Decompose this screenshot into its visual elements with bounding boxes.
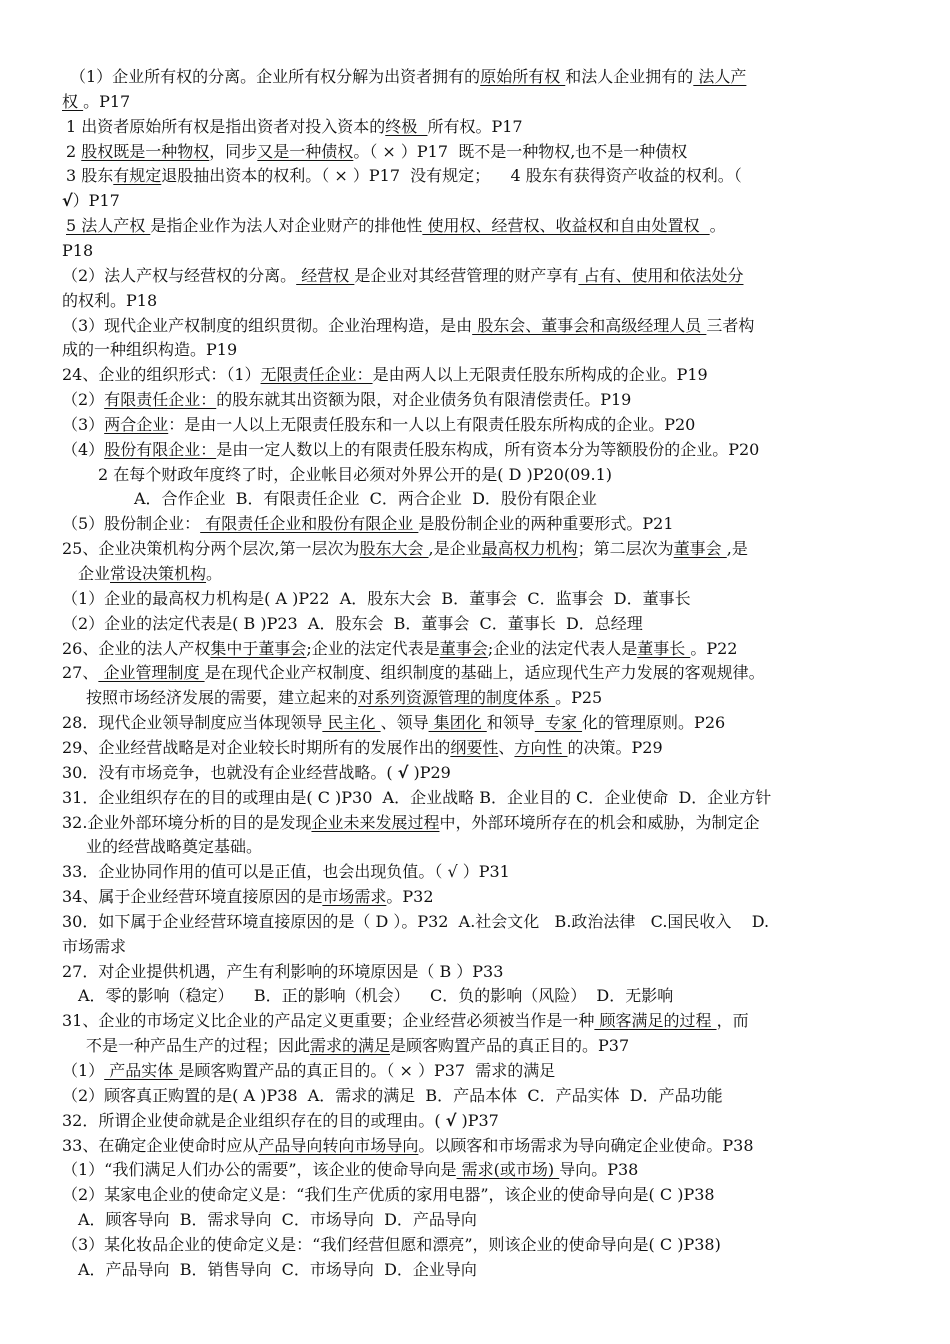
text-segment: （3）某化妆品企业的使命定义是：“我们经营但愿和漂亮”，则该企业的使命导向是( C )P38) (62, 1234, 721, 1254)
text-segment: 。P22 (690, 638, 738, 658)
text-segment: 企业 (78, 564, 111, 583)
text-line (62, 1008, 902, 1033)
answer-blank: 两合企业 (104, 414, 169, 434)
text-segment: 成的一种组织构造。P19 (62, 340, 238, 360)
text-segment: 。 (206, 564, 223, 583)
text-line (62, 139, 906, 164)
text-segment: 。 (709, 216, 726, 236)
answer-blank: 股权既是一种物权 (81, 141, 210, 161)
text-segment: （1）企业的最高权力机构是( A )P22 A．股东大会 B．董事会 C．监事会 D．董事长 (62, 588, 691, 608)
answer-blank: 企业未来发展过程 (311, 812, 440, 832)
text-segment: 24、企业的组织形式：（1） (62, 365, 261, 385)
text-line (62, 387, 902, 412)
answer-blank: 终极 (385, 116, 428, 136)
answer-blank: 经营权 (296, 265, 355, 285)
answer-blank: 有限责任企业： (104, 390, 217, 410)
text-segment: 27、 (62, 663, 99, 683)
text-segment: ）P17 (72, 191, 120, 211)
text-segment: A．合作企业 B．有限责任企业 C．两合企业 D．股份有限企业 (134, 489, 597, 509)
text-segment: 29、企业经营战略是对企业较长时期所有的发展作出的 (62, 737, 451, 757)
answer-blank: 最高权力机构 (481, 539, 578, 559)
check-mark: √ (397, 762, 409, 782)
text-segment: 。P25 (555, 688, 603, 708)
text-segment: )P29 (408, 762, 451, 782)
text-line (62, 163, 906, 188)
answer-blank: 又是一种债权 (257, 141, 354, 161)
answer-blank: 占有、使用和依法处分 (578, 265, 744, 285)
text-line (62, 1133, 902, 1158)
text-line (62, 834, 926, 859)
text-line (62, 1232, 902, 1257)
text-line (62, 337, 902, 362)
text-segment: 导向。P38 (559, 1160, 639, 1180)
text-segment: 退股抽出资本的权利。（ × ）P17 没有规定； 4 股东有获得资产收益的权利。（ (161, 166, 742, 186)
text-segment: （2） (62, 390, 105, 410)
text-line (62, 983, 918, 1008)
text-segment: 市场需求 (62, 936, 127, 956)
answer-blank: 使用权、经营权、收益权和自由处置权 (422, 216, 710, 236)
text-segment: 3 股东 (66, 166, 114, 186)
text-segment: 。以顾客和市场需求为导向确定企业使命。P38 (418, 1135, 754, 1155)
text-segment: 28．现代企业领导制度应当体现领导 (62, 713, 323, 733)
text-segment: ：是由一人以上无限责任股东和一人以上有限责任股东所构成的企业。P20 (168, 414, 696, 434)
answer-blank: 集中于董事会 (210, 638, 307, 658)
text-segment: （2）某家电企业的使命定义是：“我们生产优质的家用电器”，该企业的使命导向是( C )P38 (62, 1185, 715, 1205)
answer-blank: 产品导向转向市场导向 (258, 1135, 419, 1155)
text-segment: 按照市场经济发展的需要，建立起来的 (86, 688, 359, 708)
text-segment: （3） (62, 414, 105, 434)
text-segment: A．顾客导向 B．需求导向 C．市场导向 D．产品导向 (78, 1210, 477, 1230)
text-line (62, 288, 902, 313)
text-segment: ,是 (726, 539, 748, 559)
text-line (62, 884, 902, 909)
answer-blank: 对系列资源管理的制度体系 (358, 688, 556, 708)
text-segment: 30．如下属于企业经营环境直接原因的是（ D ）。P32 A.社会文化 B.政治法律 C.国民收入 D. (62, 911, 770, 931)
text-segment: 中，外部环境所存在的机会和威胁，为制定企 (439, 812, 760, 832)
text-line (62, 213, 906, 238)
answer-blank: 股东会、董事会和高级经理人员 (472, 315, 707, 335)
text-line (62, 611, 902, 636)
text-segment: 是顾客购置产品的真正目的。P37 (390, 1036, 630, 1056)
check-mark: √ (62, 191, 73, 211)
text-segment: 30．没有市场竞争，也就没有企业经营战略。( (62, 762, 398, 782)
text-segment: A．产品导向 B．销售导向 C．市场导向 D．企业导向 (78, 1259, 477, 1279)
answer-blank: 需求(或市场) (456, 1160, 560, 1180)
text-segment: 的股东就其出资额为限，对企业债务负有限清偿责任。P19 (216, 390, 632, 410)
text-segment: （5）股份制企业： (62, 514, 201, 534)
answer-blank: 常设决策机构 (110, 564, 207, 583)
text-line (62, 1058, 902, 1083)
text-segment: （2）企业的法定代表是( B )P23 A．股东会 B．董事会 C．董事长 D．总经理 (62, 613, 643, 633)
text-line (62, 238, 902, 263)
text-line (62, 785, 902, 810)
text-line (62, 685, 926, 710)
text-segment: 的权利。P18 (62, 290, 158, 310)
text-segment: 业的经营战略奠定基础。 (86, 837, 263, 857)
text-segment: 、领导 (380, 713, 429, 733)
text-line (62, 188, 902, 213)
check-mark: √ (445, 1110, 457, 1130)
text-segment: 33．企业协同作用的值可以是正值，也会出现负值。（ √ ）P31 (62, 862, 510, 882)
text-segment: ，同步 (209, 141, 258, 161)
text-line (62, 561, 918, 586)
text-line (62, 362, 902, 387)
text-segment: A．零的影响（稳定） B．正的影响（机会） C．负的影响（风险） D．无影响 (78, 986, 674, 1006)
text-segment: 是股份制企业的两种重要形式。P21 (418, 514, 674, 534)
text-line (62, 89, 902, 114)
text-segment: ；第二层次为 (577, 539, 674, 559)
text-segment: （1）“我们满足人们办公的需要”，该企业的使命导向是 (62, 1160, 457, 1180)
text-segment: 。（ × ）P17 既不是一种物权,也不是一种债权 (353, 141, 688, 161)
text-line (62, 660, 902, 685)
text-segment: 26、企业的法人产权 (62, 638, 211, 658)
text-segment: P18 (62, 240, 94, 260)
text-segment: （2）法人产权与经营权的分离。 (62, 265, 297, 285)
text-line (62, 1033, 926, 1058)
text-segment: ;企业的法定代表是 (306, 638, 440, 658)
text-line (62, 536, 902, 561)
text-line (62, 1207, 918, 1232)
answer-blank: 5 法人产权 (66, 216, 151, 236)
text-segment: 和领导 (486, 713, 535, 733)
text-segment: 。P17 (83, 91, 131, 111)
text-segment: 。P32 (386, 887, 434, 907)
text-segment: 2 在每个财政年度终了时，企业帐目必须对外界公开的是( D )P20(09.1) (98, 464, 612, 484)
answer-blank: 民主化 (322, 713, 381, 733)
answer-blank: 权 (62, 91, 84, 111)
text-segment: 、 (498, 737, 515, 757)
text-segment: 不是一种产品生产的过程；因此 (86, 1036, 311, 1056)
text-segment: 的决策。P29 (567, 737, 663, 757)
text-segment: 31．企业组织存在的目的或理由是( C )P30 A．企业战略 B．企业目的 C．企业使命 D．企业方针 (62, 787, 772, 807)
answer-blank: 董事长 (637, 638, 691, 658)
text-segment: 是指企业作为法人对企业财产的排他性 (150, 216, 423, 236)
text-segment: 三者构 (706, 315, 755, 335)
text-line (62, 909, 902, 934)
text-line (62, 586, 902, 611)
text-segment: 27．对企业提供机遇，产生有利影响的环境原因是（ B ）P33 (62, 961, 504, 981)
text-segment: （3）现代企业产权制度的组织贯彻。企业治理构造，是由 (62, 315, 473, 335)
text-line (62, 412, 902, 437)
answer-blank: 企业管理制度 (98, 663, 205, 683)
text-segment: 是由两人以上无限责任股东所构成的企业。P19 (372, 365, 708, 385)
answer-blank: 董事会 (673, 539, 727, 559)
text-line (62, 934, 902, 959)
text-line (62, 1083, 902, 1108)
text-segment: 1 出资者原始所有权是指出资者对投入资本的 (66, 116, 386, 136)
text-segment: （1） (62, 1061, 105, 1080)
text-line (62, 462, 938, 487)
text-line (62, 1108, 902, 1133)
answer-blank: 法人产 (693, 67, 747, 86)
text-line (62, 1182, 902, 1207)
text-segment: 32．所谓企业使命就是企业组织存在的目的或理由。( (62, 1110, 446, 1130)
text-line (62, 760, 902, 785)
text-segment: （4） (62, 439, 105, 459)
answer-blank: 无限责任企业： (260, 365, 373, 385)
answer-blank: 产品实体 (104, 1061, 179, 1080)
text-line (62, 1257, 918, 1282)
text-segment: 34、属于企业经营环境直接原因的是 (62, 887, 323, 907)
answer-blank: 纲要性 (450, 737, 499, 757)
text-line (62, 313, 902, 338)
answer-blank: 集团化 (428, 713, 487, 733)
text-segment: 31、企业的市场定义比企业的产品定义更重要；企业经营必须被当作是一种 (62, 1011, 595, 1031)
text-line (62, 859, 902, 884)
text-segment: （1）企业所有权的分离。企业所有权分解为出资者拥有的 (70, 67, 481, 86)
answer-blank: 原始所有权 (480, 67, 566, 86)
answer-blank: 市场需求 (322, 887, 387, 907)
text-segment: 是由一定人数以上的有限责任股东构成，所有资本分为等额股份的企业。P20 (216, 439, 760, 459)
text-segment: 32.企业外部环境分析的目的是发现 (62, 812, 312, 832)
text-segment: ,是企业 (428, 539, 482, 559)
text-segment: 化的管理原则。P26 (582, 713, 726, 733)
answer-blank: 股东大会 (359, 539, 429, 559)
text-segment: 25、企业决策机构分两个层次,第一层次为 (62, 539, 360, 559)
text-segment: 2 (66, 141, 82, 161)
text-line (62, 437, 902, 462)
answer-blank: 有限责任企业和股份有限企业 (200, 514, 419, 534)
text-line (62, 263, 902, 288)
text-segment: 所有权。P17 (427, 116, 523, 136)
answer-blank: 方向性 (514, 737, 568, 757)
answer-blank: 董事会 (439, 638, 488, 658)
text-segment: )P37 (456, 1110, 499, 1130)
text-line (62, 511, 902, 536)
text-segment: 33、在确定企业使命时应从 (62, 1135, 259, 1155)
text-line (62, 710, 902, 735)
text-line (62, 64, 910, 89)
answer-blank: 专家 (534, 713, 583, 733)
text-line (62, 486, 950, 511)
text-segment: ;企业的法定代表人是 (487, 638, 638, 658)
text-segment: 是企业对其经营管理的财产享有 (354, 265, 579, 285)
text-line (62, 1157, 902, 1182)
text-segment: 是顾客购置产品的真正目的。（ × ）P37 需求的满足 (178, 1061, 556, 1080)
text-line (62, 810, 902, 835)
text-line (62, 114, 906, 139)
text-segment: ，而 (716, 1011, 749, 1031)
answer-blank: 股份有限企业： (104, 439, 217, 459)
text-line (62, 735, 902, 760)
text-line (62, 959, 902, 984)
answer-blank: 有规定 (113, 166, 162, 186)
text-segment: 和法人企业拥有的 (565, 67, 694, 86)
text-line (62, 636, 902, 661)
answer-blank: 需求的满足 (310, 1036, 391, 1056)
text-segment: （2）顾客真正购置的是( A )P38 A．需求的满足 B．产品本体 C．产品实体 D．产品功能 (62, 1085, 723, 1105)
answer-blank: 顾客满足的过程 (594, 1011, 717, 1031)
text-segment: 是在现代企业产权制度、组织制度的基础上，适应现代生产力发展的客观规律。 (204, 663, 765, 683)
